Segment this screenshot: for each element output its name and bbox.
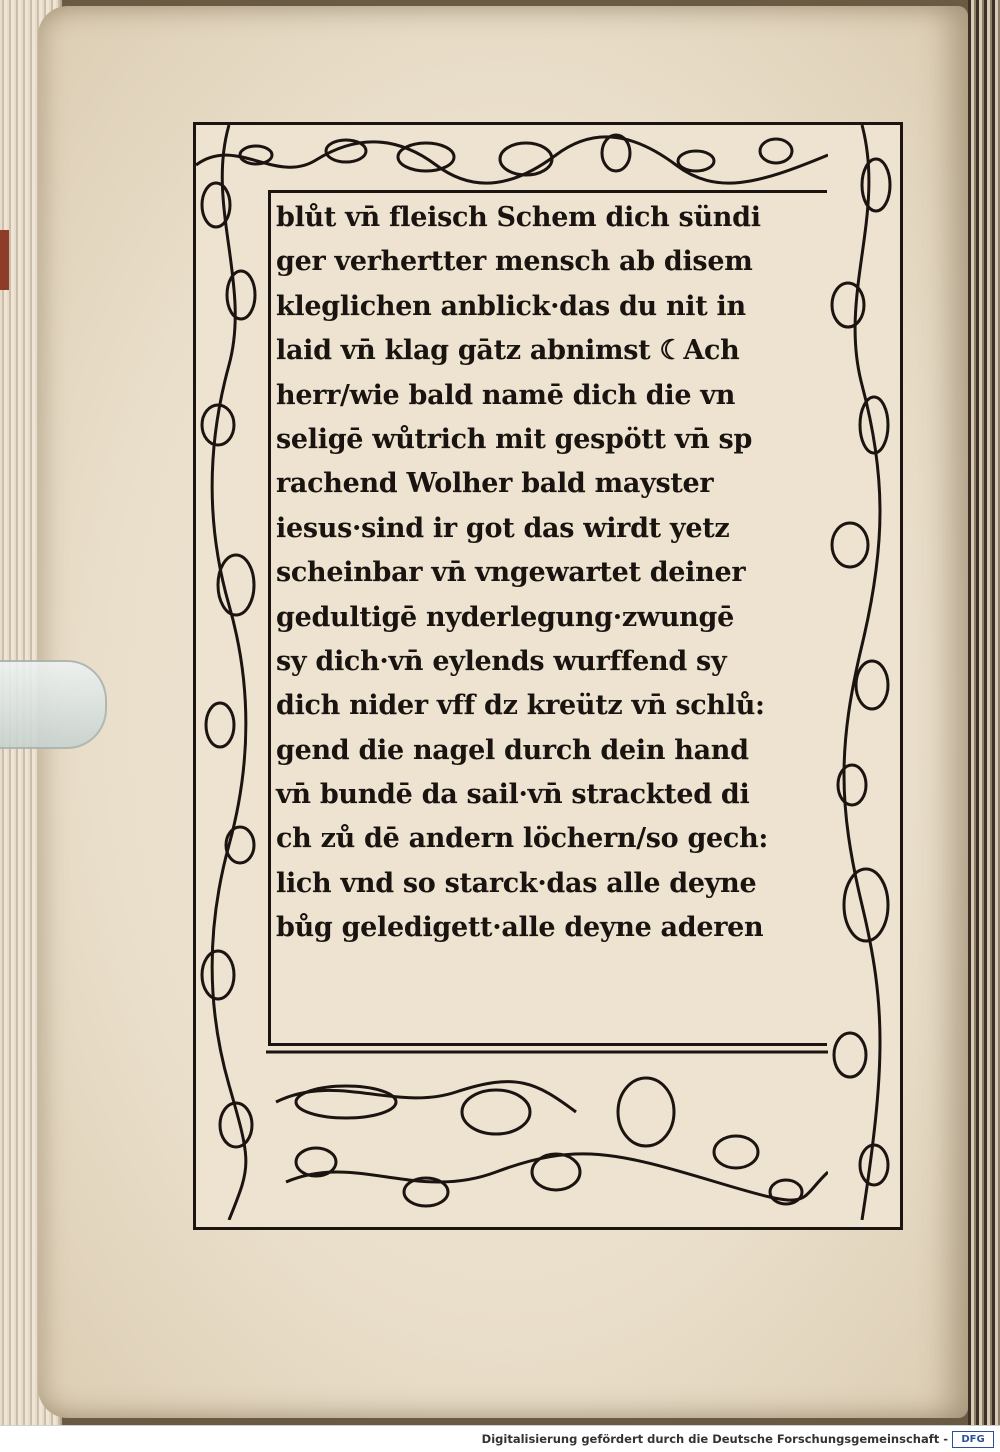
animal-border-bottom bbox=[196, 1042, 828, 1220]
dfg-logo-icon: DFG bbox=[952, 1431, 994, 1448]
text-line: lich vnd so starck·das alle deyne bbox=[276, 867, 757, 899]
text-line: scheinbar vn̄ vngewartet deiner bbox=[276, 557, 746, 589]
text-line: iesus·sind ir got das wirdt yetz bbox=[276, 512, 730, 544]
floral-border-right bbox=[826, 125, 898, 1220]
text-line: gedultigē nyderlegung·zwungē bbox=[276, 601, 734, 633]
text-line: blůt vn̄ fleisch Schem dich sündi bbox=[276, 202, 761, 233]
text-line: ger verhertter mensch ab disem bbox=[276, 246, 753, 278]
text-block bbox=[276, 196, 824, 951]
text-line: sy dich·vn̄ eylends wurffend sy bbox=[276, 645, 727, 677]
text-line: kleglichen anblick·das du nit in bbox=[276, 290, 746, 322]
text-line: herr/wie bald namē dich die vn bbox=[276, 379, 736, 411]
text-line: bůg geledigett·alle deyne aderen bbox=[276, 912, 764, 944]
floral-border-top bbox=[196, 125, 828, 191]
text-line: dich nider vff dz kreütz vn̄ schlů: bbox=[276, 690, 765, 722]
red-ribbon-mark bbox=[0, 230, 9, 290]
clip-holder bbox=[0, 660, 107, 749]
funding-notice: Digitalisierung gefördert durch die Deutsche Forschungsgemeinschaft - bbox=[481, 1432, 948, 1446]
footer-bar bbox=[0, 1425, 1000, 1452]
text-line: rachend Wolher bald mayster bbox=[276, 468, 714, 500]
text-line: gend die nagel durch dein hand bbox=[276, 734, 749, 766]
text-line: seligē wůtrich mit gespött vn̄ sp bbox=[276, 423, 753, 455]
page-edges-right bbox=[968, 0, 1000, 1425]
text-line: laid vn̄ klag gātz abnimst ☾Ach bbox=[276, 335, 740, 367]
text-line: vn̄ bundē da sail·vn̄ strackted di bbox=[276, 779, 750, 811]
text-line: ch zů dē andern löchern/so gech: bbox=[276, 823, 769, 855]
